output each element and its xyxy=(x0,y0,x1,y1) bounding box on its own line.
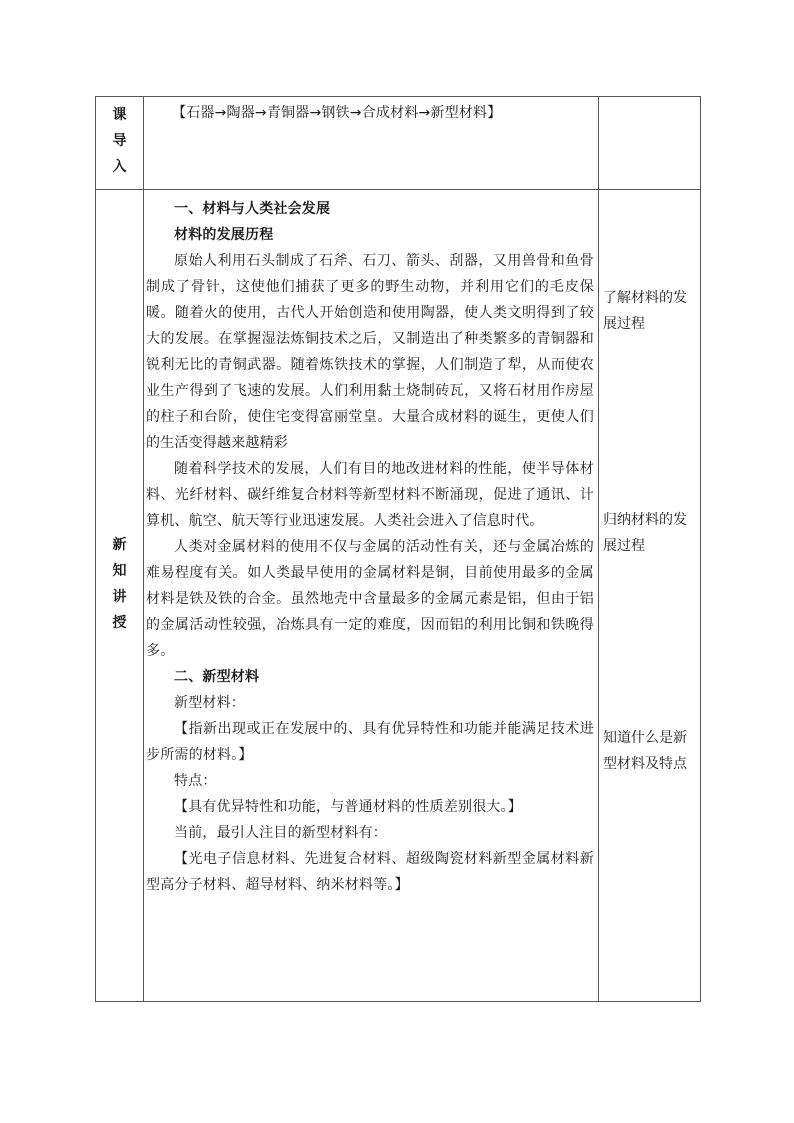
section-label-char: 入 xyxy=(112,159,127,175)
section-label-char: 讲 xyxy=(112,589,127,605)
current-label: 当前，最引人注目的新型材料有： xyxy=(174,825,387,841)
definition-label: 新型材料： xyxy=(174,695,245,711)
side-note-know-new-materials: 知道什么是新型材料及特点 xyxy=(603,730,687,772)
heading-new-materials: 二、新型材料 xyxy=(174,669,260,685)
section-label-char: 知 xyxy=(112,563,127,579)
paragraph-metals: 人类对金属材料的使用不仅与金属的活动性有关，还与金属冶炼的难易程度有关。如人类最早使用的金属材料是铜，目前使用最多的金属材料是铁及铁的合金。虽然地壳中含量最多的金属元素是铝，但由于铝的金属活动性较强，冶炼具有一定的难度，因而铝的利用比铜和铁晚得多。 xyxy=(146,539,594,659)
new-lesson-content xyxy=(144,196,598,898)
section-label-new-lesson xyxy=(96,532,143,636)
heading-materials-and-society: 一、材料与人类社会发展 xyxy=(174,201,331,217)
section-label-char: 课 xyxy=(112,107,127,123)
column-divider-right xyxy=(598,97,599,1001)
intro-content xyxy=(144,100,598,126)
section-label-char: 新 xyxy=(112,537,127,553)
side-note-summarize: 归纳材料的发展过程 xyxy=(603,512,687,554)
intro-text: 【石器→陶器→青铜器→钢铁→合成材料→新型材料】 xyxy=(172,105,502,121)
subheading-development-history: 材料的发展历程 xyxy=(174,227,274,243)
row-divider xyxy=(96,189,700,190)
definition-text: 【指新出现或正在发展中的、具有优异特性和功能并能满足技术进步所需的材料。】 xyxy=(146,721,594,763)
feature-label: 特点： xyxy=(174,773,217,789)
current-text: 【光电子信息材料、先进复合材料、超级陶瓷材料新型金属材料新型高分子材料、超导材料、纳米材料等。】 xyxy=(146,851,594,893)
section-label-char: 授 xyxy=(112,615,127,631)
section-label-intro xyxy=(96,102,143,180)
lesson-plan-table xyxy=(95,96,701,1002)
side-note-understand: 了解材料的发展过程 xyxy=(603,290,687,332)
paragraph-history: 原始人利用石头制成了石斧、石刀、箭头、刮器，又用兽骨和鱼骨制成了骨针，这使他们捕获了更多的野生动物，并利用它们的毛皮保暖。随着火的使用，古代人开始创造和使用陶器，使人类文明得到了较大的发展。在掌握湿法炼铜技术之后，又制造出了种类繁多的青铜器和锐利无比的青铜武器。随着炼铁技术的掌握，人们制造了犁，从而使农业生产得到了飞速的发展。人们利用黏土烧制砖瓦，又将石材用作房屋的柱子和台阶，使住宅变得富丽堂皇。大量合成材料的诞生，更使人们的生活变得越来越精彩 xyxy=(146,253,594,451)
section-label-char: 导 xyxy=(112,133,127,149)
feature-text: 【具有优异特性和功能，与普通材料的性质差别很大。】 xyxy=(174,799,522,815)
paragraph-technology: 随着科学技术的发展，人们有目的地改进材料的性能，使半导体材料、光纤材料、碳纤维复合材料等新型材料不断涌现，促进了通讯、计算机、航空、航天等行业迅速发展。人类社会进入了信息时代。 xyxy=(146,461,594,529)
